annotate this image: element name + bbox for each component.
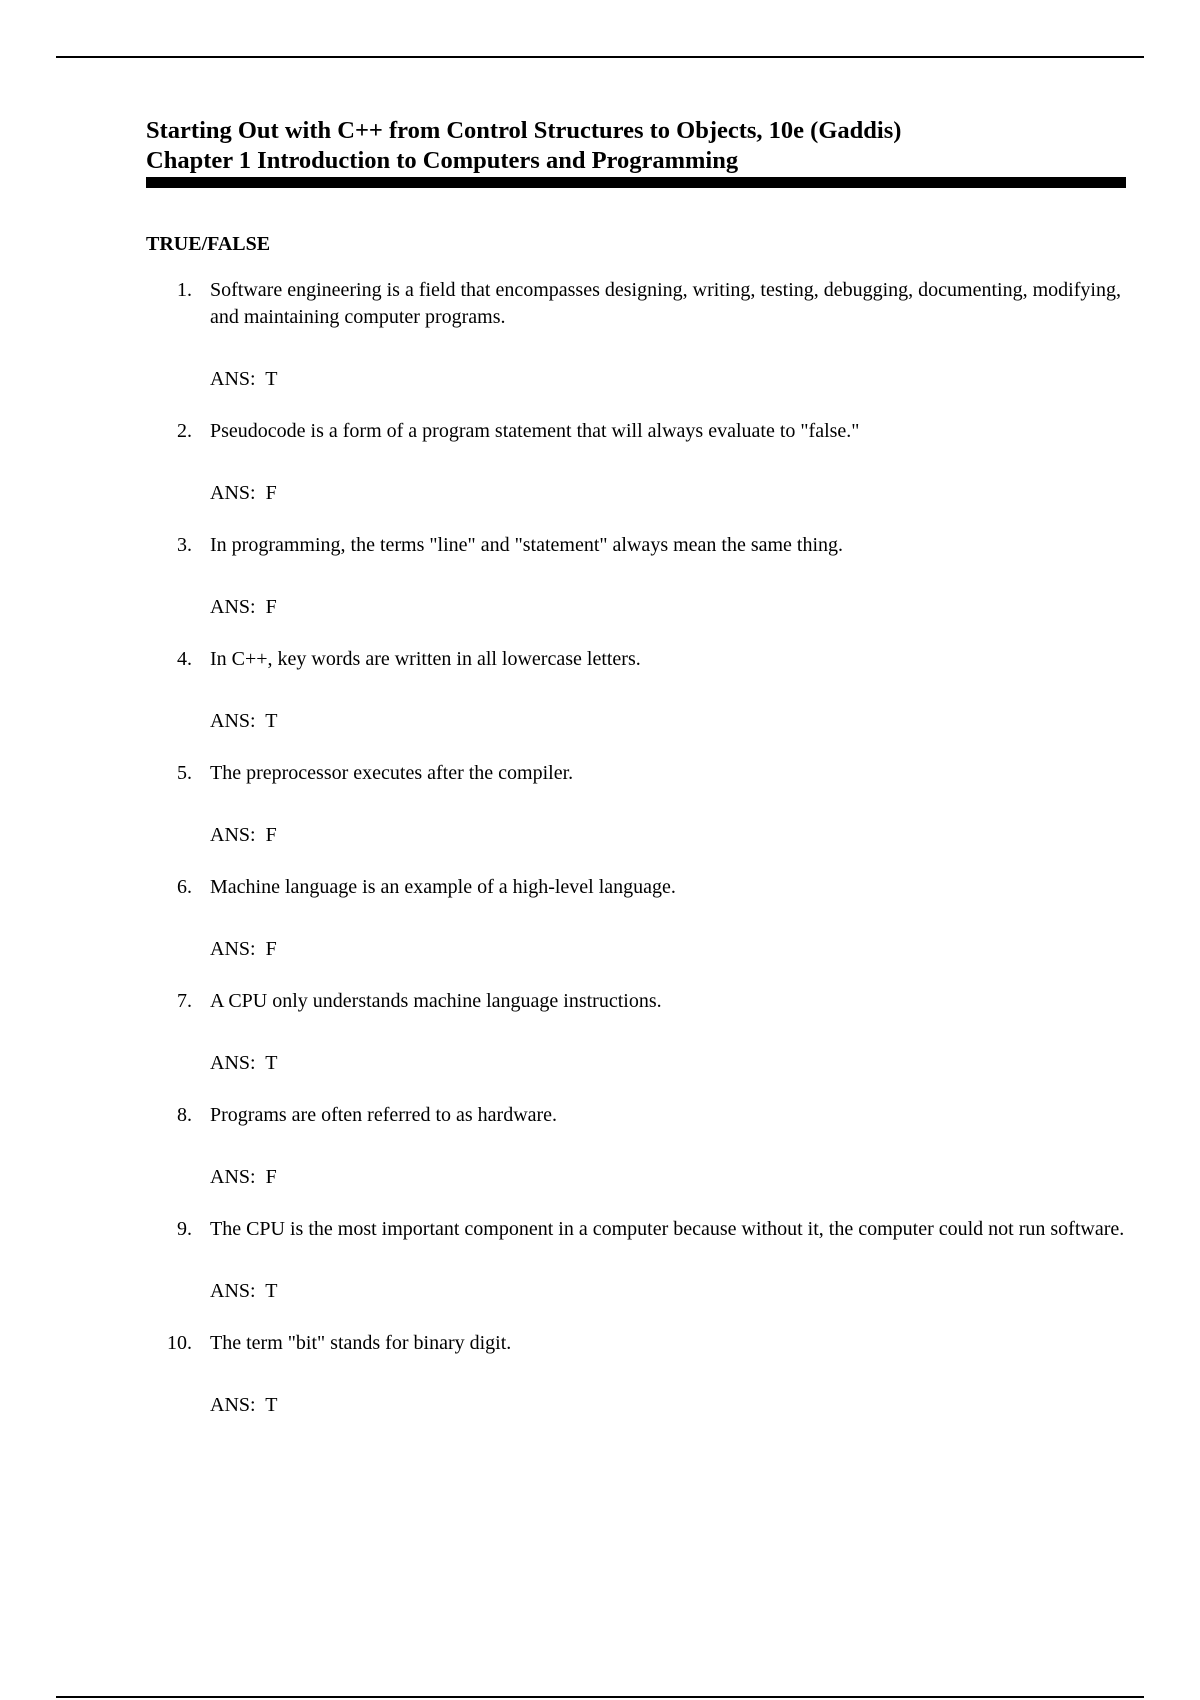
question-item [146,277,1126,393]
question-item [146,418,1126,507]
section-heading: TRUE/FALSE [146,233,271,255]
question-number: 2. [177,420,192,442]
page-top-rule [56,56,1144,58]
question-number: 1. [177,279,192,301]
question-number: 6. [177,876,192,898]
document-title: Starting Out with C++ from Control Structures to Objects, 10e (Gaddis) [146,117,902,144]
answer-line [210,1278,1126,1305]
answer-label: ANS: [210,1166,266,1188]
answer-line [210,936,1126,963]
answer-line [210,1050,1126,1077]
answer-line [210,1164,1126,1191]
question-number: 8. [177,1104,192,1126]
question-text: Machine language is an example of a high-level language. [210,876,676,898]
document-body [146,116,1126,1444]
chapter-title: Chapter 1 Introduction to Computers and Programming [146,147,739,174]
question-item [146,1102,1126,1191]
answer-value: T [265,710,278,732]
question-item [146,532,1126,621]
answer-value: F [265,482,277,504]
header-rule [146,177,1126,188]
answer-label: ANS: [210,1280,266,1302]
answer-label: ANS: [210,482,266,504]
answer-label: ANS: [210,938,266,960]
question-text: Software engineering is a field that encompasses designing, writing, testing, debugging, documenting, modifying, and maintaining computer programs. [210,279,1121,328]
question-item [146,1216,1126,1305]
answer-value: F [265,824,277,846]
question-text: A CPU only understands machine language instructions. [210,990,662,1012]
answer-value: T [265,368,278,390]
answer-label: ANS: [210,596,266,618]
question-text: The CPU is the most important component in a computer because without it, the computer could not run software. [210,1218,1125,1240]
answer-label: ANS: [210,710,266,732]
question-item [146,646,1126,735]
answer-line [210,1392,1126,1419]
answer-line [210,594,1126,621]
answer-value: T [265,1280,278,1302]
answer-line [210,708,1126,735]
question-text: Programs are often referred to as hardware. [210,1104,558,1126]
question-text: Pseudocode is a form of a program statement that will always evaluate to "false." [210,420,860,442]
document-header [146,116,1126,176]
question-item [146,988,1126,1077]
question-number: 7. [177,990,192,1012]
question-text: In C++, key words are written in all lowercase letters. [210,648,641,670]
answer-label: ANS: [210,824,266,846]
answer-line [210,366,1126,393]
answer-label: ANS: [210,1052,266,1074]
question-number: 4. [177,648,192,670]
answer-line [210,480,1126,507]
question-text: The preprocessor executes after the compiler. [210,762,574,784]
answer-value: F [265,938,277,960]
question-number: 5. [177,762,192,784]
question-number: 3. [177,534,192,556]
question-item [146,874,1126,963]
answer-value: F [265,596,277,618]
answer-line [210,822,1126,849]
question-number: 9. [177,1218,192,1240]
question-list [146,277,1126,1419]
question-item [146,760,1126,849]
question-text: In programming, the terms "line" and "statement" always mean the same thing. [210,534,844,556]
page-bottom-rule [56,1696,1144,1698]
answer-value: F [265,1166,277,1188]
question-text: The term "bit" stands for binary digit. [210,1332,512,1354]
answer-value: T [265,1394,278,1416]
question-number: 10. [167,1332,192,1354]
answer-label: ANS: [210,1394,266,1416]
question-item [146,1330,1126,1419]
answer-value: T [265,1052,278,1074]
answer-label: ANS: [210,368,266,390]
